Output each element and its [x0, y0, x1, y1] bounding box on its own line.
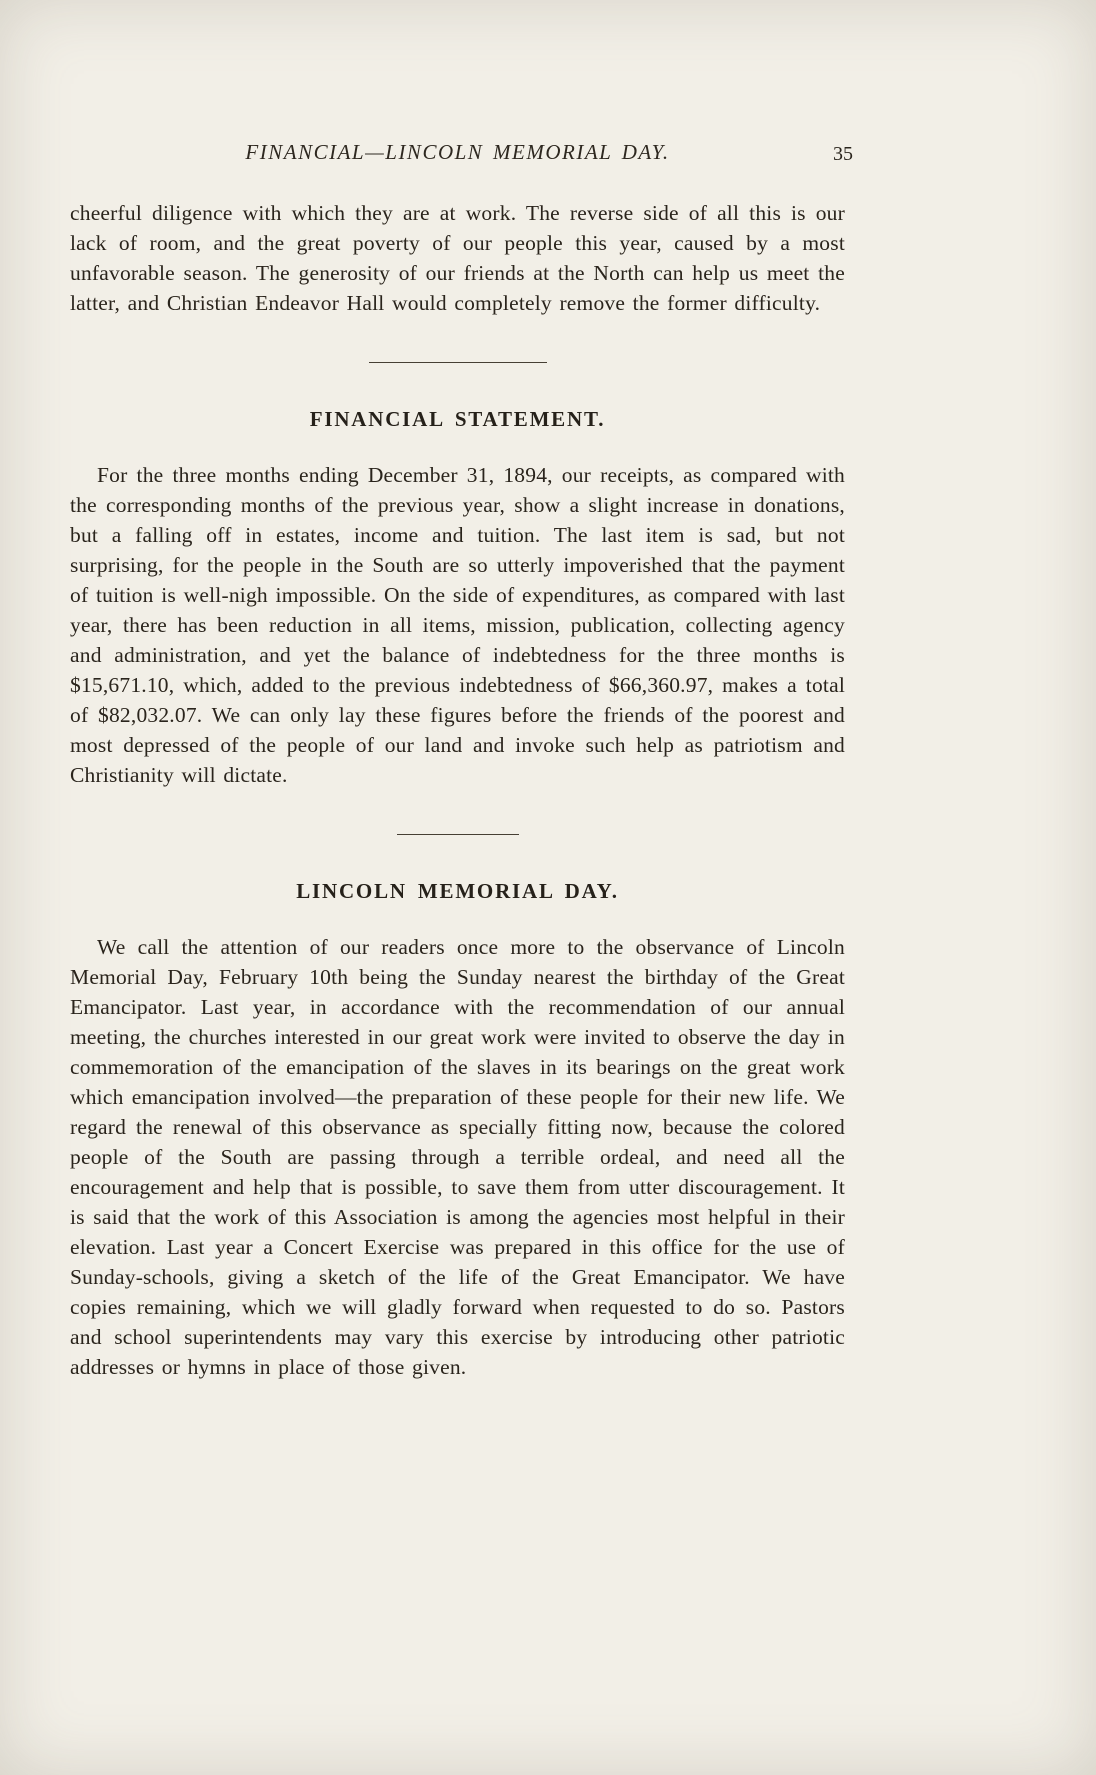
section-heading-financial-statement: FINANCIAL STATEMENT.: [309, 407, 606, 431]
page-number: 35: [833, 143, 853, 165]
section-divider: [397, 834, 519, 835]
section-divider: [369, 362, 547, 363]
lincoln-memorial-day-paragraph: We call the attention of our readers once more to the observance of Lincoln Memorial Day, February 10th being the Sunday nearest the birthday of the Great Emancipator. Last year, in accordance with the recommendation of our annual meeting, the churches interested in our great work were invited to observe the day in commemoration of the emancipation of the slaves in its bearings on the great work which emancipation involved—the preparation of these people for their new life. We regard the renewal of this observance as specially fitting now, because the colored people of the South are passing through a terrible ordeal, and need all the encouragement and help that is possible, to save them from utter discouragement. It is said that the work of this Association is among the agencies most helpful in their elevation. Last year a Concert Exercise was prepared in this office for the use of Sunday-schools, giving a sketch of the life of the Great Emancipator. We have copies remaining, which we will gladly forward when requested to do so. Pastors and school superintendents may vary this exercise by introducing other patriotic addresses or hymns in place of those given.: [70, 935, 845, 1379]
intro-paragraph: cheerful diligence with which they are at work. The reverse side of all this is our lack of room, and the great poverty of our people this year, caused by a most unfavorable season. The generosity of our friends at the North can help us meet the latter, and Christian Endeavor Hall would completely remove the former difficulty.: [70, 201, 845, 315]
financial-statement-paragraph: For the three months ending December 31, 1894, our receipts, as compared with the corresponding months of the previous year, show a slight increase in donations, but a falling off in estates, income and tuition. The last item is sad, but not surprising, for the people in the South are so utterly impoverished that the payment of tuition is well-nigh impossible. On the side of expenditures, as compared with last year, there has been reduction in all items, mission, publication, collecting agency and administration, and yet the balance of indebtedness for the three months is $15,671.10, which, added to the previous indebtedness of $66,360.97, makes a total of $82,032.07. We can only lay these figures before the friends of the poorest and most depressed of the people of our land and invoke such help as patriotism and Christianity will dictate.: [70, 463, 845, 787]
text-block: [70, 140, 853, 1382]
section-heading-lincoln-memorial-day: LINCOLN MEMORIAL DAY.: [296, 879, 619, 903]
running-header: [70, 140, 853, 170]
running-header-title: FINANCIAL—LINCOLN MEMORIAL DAY.: [245, 140, 670, 164]
